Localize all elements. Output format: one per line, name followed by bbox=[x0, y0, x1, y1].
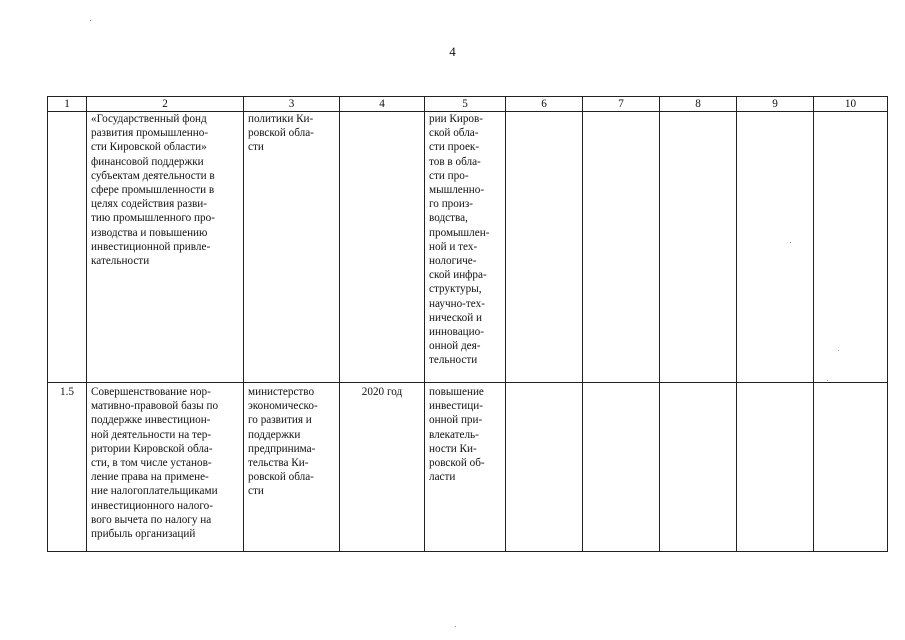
cell-measure: «Государственный фонд развития промышленно- сти Кировской области» финансовой поддержки субъектам деятельности в сфере промышленности в целях содействия разви- тию промышленного про- изводства и повышению инвестиционной привле- кательности bbox=[87, 112, 244, 383]
column-header: 1 bbox=[48, 97, 87, 112]
cell-empty bbox=[737, 112, 814, 383]
table-row bbox=[48, 112, 888, 383]
cell-responsible: министерство экономическо- го развития и поддержки предпринима- тельства Ки- ровской обла- сти bbox=[244, 383, 340, 552]
cell-result: повышение инвестици- онной при- влекатель- ности Ки- ровской об- ласти bbox=[425, 383, 506, 552]
cell-empty bbox=[814, 112, 888, 383]
cell-empty bbox=[814, 383, 888, 552]
column-header: 6 bbox=[506, 97, 583, 112]
column-header: 10 bbox=[814, 97, 888, 112]
column-header: 5 bbox=[425, 97, 506, 112]
data-table bbox=[47, 96, 888, 552]
cell-empty bbox=[737, 383, 814, 552]
scan-speck bbox=[455, 626, 456, 627]
column-header: 7 bbox=[583, 97, 660, 112]
cell-empty bbox=[506, 112, 583, 383]
column-header: 2 bbox=[87, 97, 244, 112]
column-header: 4 bbox=[340, 97, 425, 112]
cell-empty bbox=[660, 383, 737, 552]
table-row bbox=[48, 383, 888, 552]
cell-responsible: политики Ки- ровской обла- сти bbox=[244, 112, 340, 383]
column-header: 8 bbox=[660, 97, 737, 112]
scan-speck bbox=[90, 20, 91, 21]
column-header: 3 bbox=[244, 97, 340, 112]
table-header-row bbox=[48, 97, 888, 112]
page-number: 4 bbox=[449, 44, 456, 59]
cell-empty bbox=[583, 383, 660, 552]
cell-empty bbox=[506, 383, 583, 552]
cell-empty bbox=[583, 112, 660, 383]
cell-empty bbox=[660, 112, 737, 383]
cell-item-number: 1.5 bbox=[48, 383, 87, 552]
column-header: 9 bbox=[737, 97, 814, 112]
cell-item-number bbox=[48, 112, 87, 383]
cell-deadline: 2020 год bbox=[340, 383, 425, 552]
cell-measure: Совершенствование нор- мативно-правовой базы по поддержке инвестицион- ной деятельности на тер- ритории Кировской обла- сти, в том числе установ- ление права на примене- ние налогоплательщиками инвестиционного налого- вого вычета по налогу на прибыль организаций bbox=[87, 383, 244, 552]
cell-deadline bbox=[340, 112, 425, 383]
cell-result: рии Киров- ской обла- сти проек- тов в обла- сти про- мышленно- го произ- водства, промышлен- ной и тех- нологиче- ской инфра- структуры, научно-тех- нической и инновацио- онной дея- тельности bbox=[425, 112, 506, 383]
